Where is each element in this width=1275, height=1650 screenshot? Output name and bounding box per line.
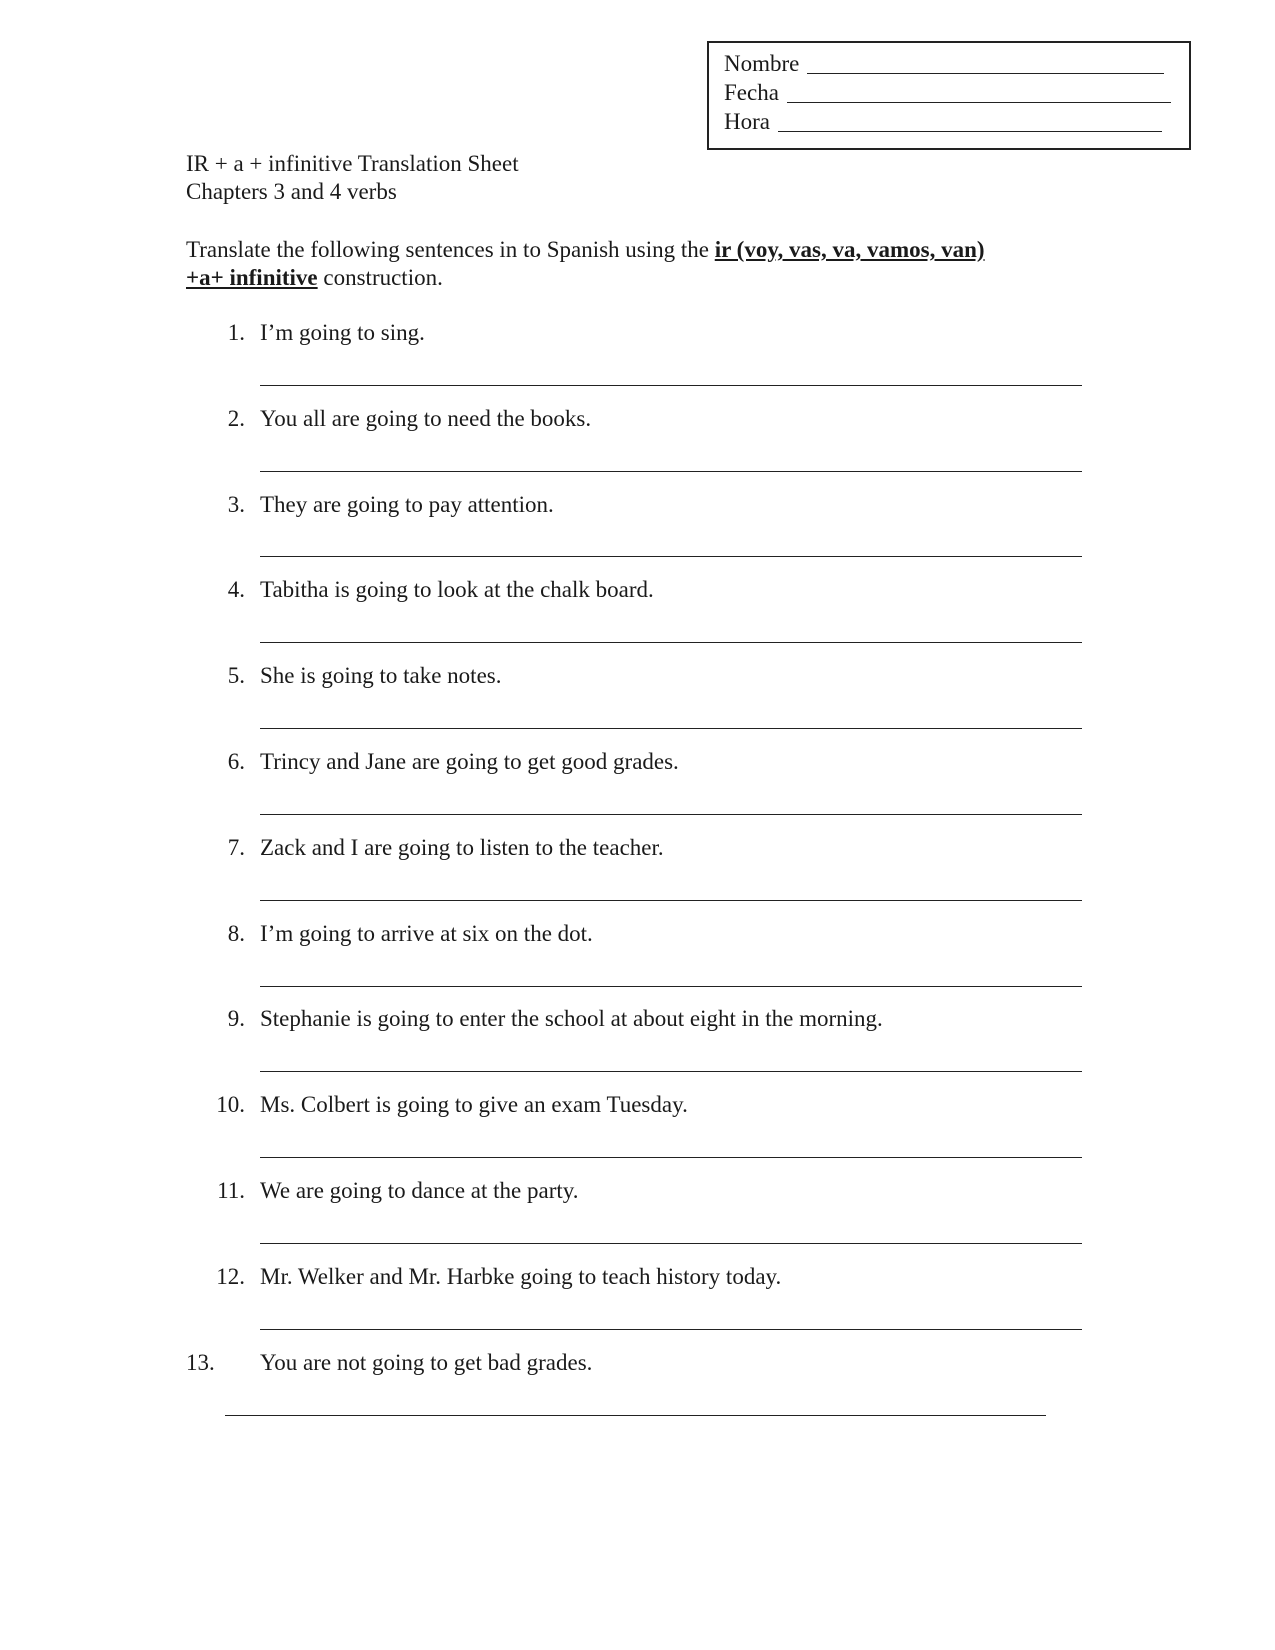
- question-number: 3.: [227, 492, 245, 517]
- instructions-emphasis-verb: ir (voy, vas, va, vamos, van): [714, 237, 985, 262]
- question-text: Zack and I are going to listen to the teacher.: [260, 835, 664, 860]
- date-label: Fecha: [724, 80, 779, 105]
- answer-line[interactable]: [260, 986, 1082, 987]
- question-text: I’m going to sing.: [260, 320, 425, 345]
- instructions-emphasis-infinitive: +a+ infinitive: [186, 265, 318, 290]
- question-item: [0, 1262, 1275, 1292]
- answer-line[interactable]: [260, 1329, 1082, 1330]
- question-item: [0, 575, 1275, 605]
- question-item: [0, 1176, 1275, 1206]
- question-text: You are not going to get bad grades.: [260, 1350, 593, 1375]
- question-number: 4.: [227, 577, 245, 602]
- answer-line[interactable]: [260, 1071, 1082, 1072]
- hour-blank[interactable]: [778, 111, 1162, 132]
- question-item: [0, 919, 1275, 949]
- worksheet-title: IR + a + infinitive Translation Sheet: [186, 151, 519, 176]
- question-text: I’m going to arrive at six on the dot.: [260, 921, 593, 946]
- question-item: [0, 490, 1275, 520]
- hour-label: Hora: [724, 109, 770, 134]
- question-item: [0, 1090, 1275, 1120]
- name-blank[interactable]: [807, 53, 1164, 74]
- answer-line[interactable]: [260, 642, 1082, 643]
- name-label: Nombre: [724, 51, 800, 76]
- date-blank[interactable]: [787, 82, 1171, 103]
- question-number: 1.: [227, 320, 245, 345]
- question-number: 10.: [216, 1092, 245, 1117]
- answer-line[interactable]: [260, 900, 1082, 901]
- question-item: [0, 661, 1275, 691]
- answer-line[interactable]: [260, 728, 1082, 729]
- question-text: Tabitha is going to look at the chalk board.: [260, 577, 654, 602]
- question-item: [0, 747, 1275, 777]
- instructions: [186, 236, 1086, 292]
- question-item: [0, 404, 1275, 434]
- answer-line[interactable]: [225, 1415, 1046, 1416]
- question-number: 6.: [227, 749, 245, 774]
- question-text: You all are going to need the books.: [260, 406, 592, 431]
- answer-line[interactable]: [260, 1157, 1082, 1158]
- question-text: Trincy and Jane are going to get good grades.: [260, 749, 679, 774]
- question-number: 7.: [227, 835, 245, 860]
- question-number: 12.: [216, 1264, 245, 1289]
- question-number: 9.: [227, 1006, 245, 1031]
- instructions-suffix: construction.: [317, 265, 443, 290]
- worksheet-heading: [186, 150, 519, 206]
- answer-line[interactable]: [260, 1243, 1082, 1244]
- question-item: [0, 1348, 1275, 1378]
- answer-line[interactable]: [260, 556, 1082, 557]
- question-text: Mr. Welker and Mr. Harbke going to teach history today.: [260, 1264, 782, 1289]
- question-number: 2.: [227, 406, 245, 431]
- question-number: 13.: [186, 1350, 215, 1375]
- question-number: 11.: [217, 1178, 245, 1203]
- question-text: Ms. Colbert is going to give an exam Tuesday.: [260, 1092, 688, 1117]
- answer-line[interactable]: [260, 814, 1082, 815]
- worksheet-subtitle: Chapters 3 and 4 verbs: [186, 179, 397, 204]
- question-number: 8.: [227, 921, 245, 946]
- name-field[interactable]: [724, 49, 1189, 78]
- answer-line[interactable]: [260, 385, 1082, 386]
- question-item: [0, 833, 1275, 863]
- question-text: They are going to pay attention.: [260, 492, 554, 517]
- question-number: 5.: [227, 663, 245, 688]
- answer-line[interactable]: [260, 471, 1082, 472]
- hour-field[interactable]: [724, 107, 1189, 136]
- question-text: She is going to take notes.: [260, 663, 502, 688]
- question-item: [0, 1004, 1275, 1034]
- student-info-box: [707, 41, 1191, 150]
- date-field[interactable]: [724, 78, 1189, 107]
- question-text: We are going to dance at the party.: [260, 1178, 579, 1203]
- question-item: [0, 318, 1275, 348]
- instructions-prefix: Translate the following sentences in to Spanish using the: [186, 237, 715, 262]
- question-text: Stephanie is going to enter the school at about eight in the morning.: [260, 1006, 883, 1031]
